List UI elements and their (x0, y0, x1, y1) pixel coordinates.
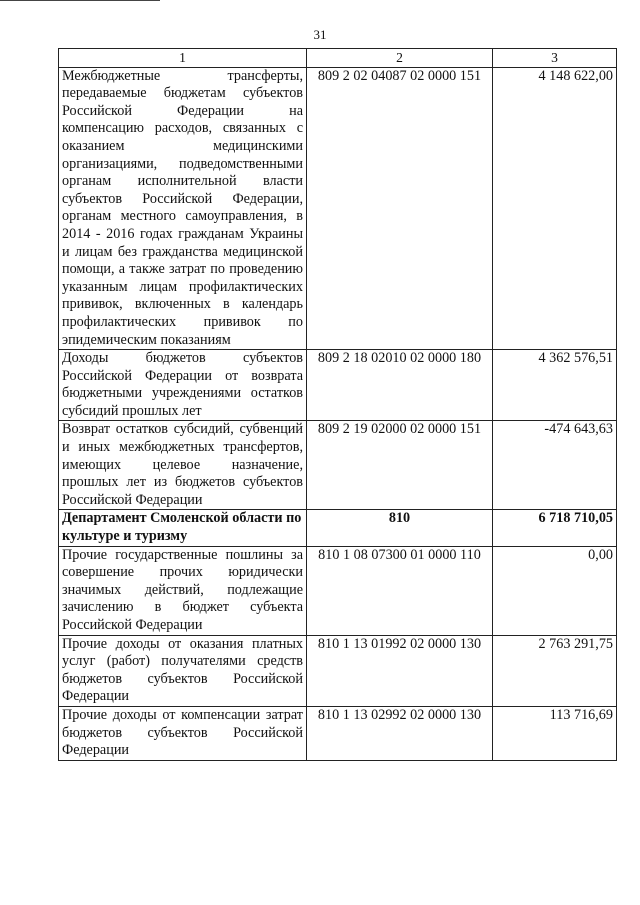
table-row (59, 706, 617, 760)
table-row (59, 350, 617, 421)
table-row (59, 546, 617, 635)
row-amount: 4 148 622,00 (493, 67, 617, 350)
department-name: Департамент Смоленской области по культуре и туризму (59, 510, 307, 546)
column-header: 3 (493, 49, 617, 68)
row-code: 810 1 13 02992 02 0000 130 (307, 706, 493, 760)
page-number: 31 (313, 27, 327, 42)
row-code: 809 2 19 02000 02 0000 151 (307, 421, 493, 510)
row-amount: 4 362 576,51 (493, 350, 617, 421)
row-description: Прочие доходы от оказания платных услуг (работ) получателями средств бюджетов субъектов Российской Федерации (59, 635, 307, 706)
row-amount: 0,00 (493, 546, 617, 635)
row-code: 810 1 13 01992 02 0000 130 (307, 635, 493, 706)
department-code: 810 (307, 510, 493, 546)
column-header: 1 (59, 49, 307, 68)
row-amount: 113 716,69 (493, 706, 617, 760)
row-code: 809 2 18 02010 02 0000 180 (307, 350, 493, 421)
row-amount: 2 763 291,75 (493, 635, 617, 706)
row-description: Межбюджетные трансферты, передаваемые бюджетам субъектов Российской Федерации на компенсацию расходов, связанных с оказанием медицинскими организациями, подведомственными органам исполнительной власти субъектов Российской Федерации, органам местного самоуправления, в 2014 - 2016 годах гражданам Украины и лицам без гражданства медицинской помощи, а также затрат по проведению указанным лицам профилактических прививок, включенных в календарь профилактических прививок по эпидемическим показаниям (59, 67, 307, 350)
revenue-table (58, 48, 617, 761)
column-header: 2 (307, 49, 493, 68)
row-description: Прочие государственные пошлины за совершение прочих юридически значимых действий, подлежащие зачислению в бюджет субъекта Российской Федерации (59, 546, 307, 635)
table-row (59, 635, 617, 706)
row-description: Прочие доходы от компенсации затрат бюджетов субъектов Российской Федерации (59, 706, 307, 760)
department-total: 6 718 710,05 (493, 510, 617, 546)
row-description: Доходы бюджетов субъектов Российской Федерации от возврата бюджетными учреждениями остатков субсидий прошлых лет (59, 350, 307, 421)
table-row (59, 421, 617, 510)
row-description: Возврат остатков субсидий, субвенций и иных межбюджетных трансфертов, имеющих целевое назначение, прошлых лет из бюджетов субъектов Российской Федерации (59, 421, 307, 510)
row-code: 810 1 08 07300 01 0000 110 (307, 546, 493, 635)
table-row (59, 67, 617, 350)
row-amount: -474 643,63 (493, 421, 617, 510)
table-header-row (59, 49, 617, 68)
row-code: 809 2 02 04087 02 0000 151 (307, 67, 493, 350)
department-row (59, 510, 617, 546)
scan-edge-mark (0, 0, 160, 1)
